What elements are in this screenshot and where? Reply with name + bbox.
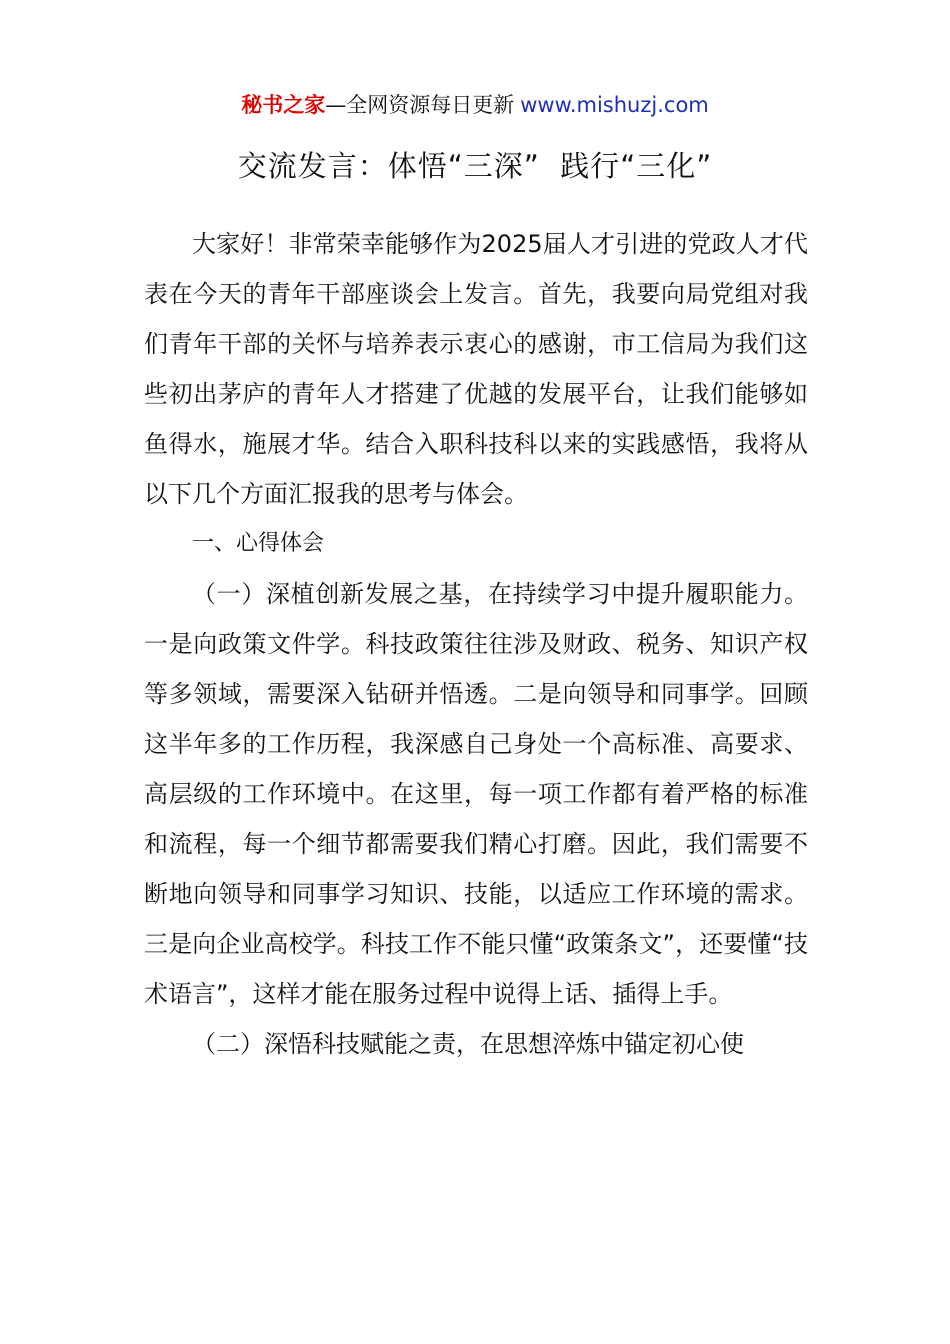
subsection-paragraph-1: （一）深植创新发展之基，在持续学习中提升履职能力。一是向政策文件学。科技政策往往涉及财政、税务、知识产权等多领域，需要深入钻研并悟透。二是向领导和同事学。回顾这半年多的工作历程，我深感自己身处一个高标准、高要求、高层级的工作环境中。在这里，每一项工作都有着严格的标准和流程，每一个细节都需要我们精心打磨。因此，我们需要不断地向领导和同事学习知识、技能，以适应工作环境的需求。三是向企业高校学。科技工作不能只懂“政策条文”，还要懂“技术语言”，这样才能在服务过程中说得上话、插得上手。 [144,580,808,1008]
section-heading: 一、心得体会 [192,531,325,556]
document-title: 交流发言：体悟“三深” 践行“三化” [237,149,713,183]
site-header [0,88,950,122]
brand-name: 秘书之家 [241,93,326,117]
subsection-paragraph-2: （二）深悟科技赋能之责，在思想淬炼中锚定初心使 [192,1030,744,1058]
site-url-link[interactable]: www.mishuzj.com [520,93,709,117]
intro-paragraph: 大家好！非常荣幸能够作为2025届人才引进的党政人才代表在今天的青年干部座谈会上发言。首先，我要向局党组对我们青年干部的关怀与培养表示衷心的感谢，市工信局为我们这些初出茅庐的青年人才搭建了优越的发展平台，让我们能够如鱼得水，施展才华。结合入职科技科以来的实践感悟，我将从以下几个方面汇报我的思考与体会。 [144,230,808,508]
document-body [144,219,808,1069]
header-tagline: —全网资源每日更新 [325,93,515,117]
